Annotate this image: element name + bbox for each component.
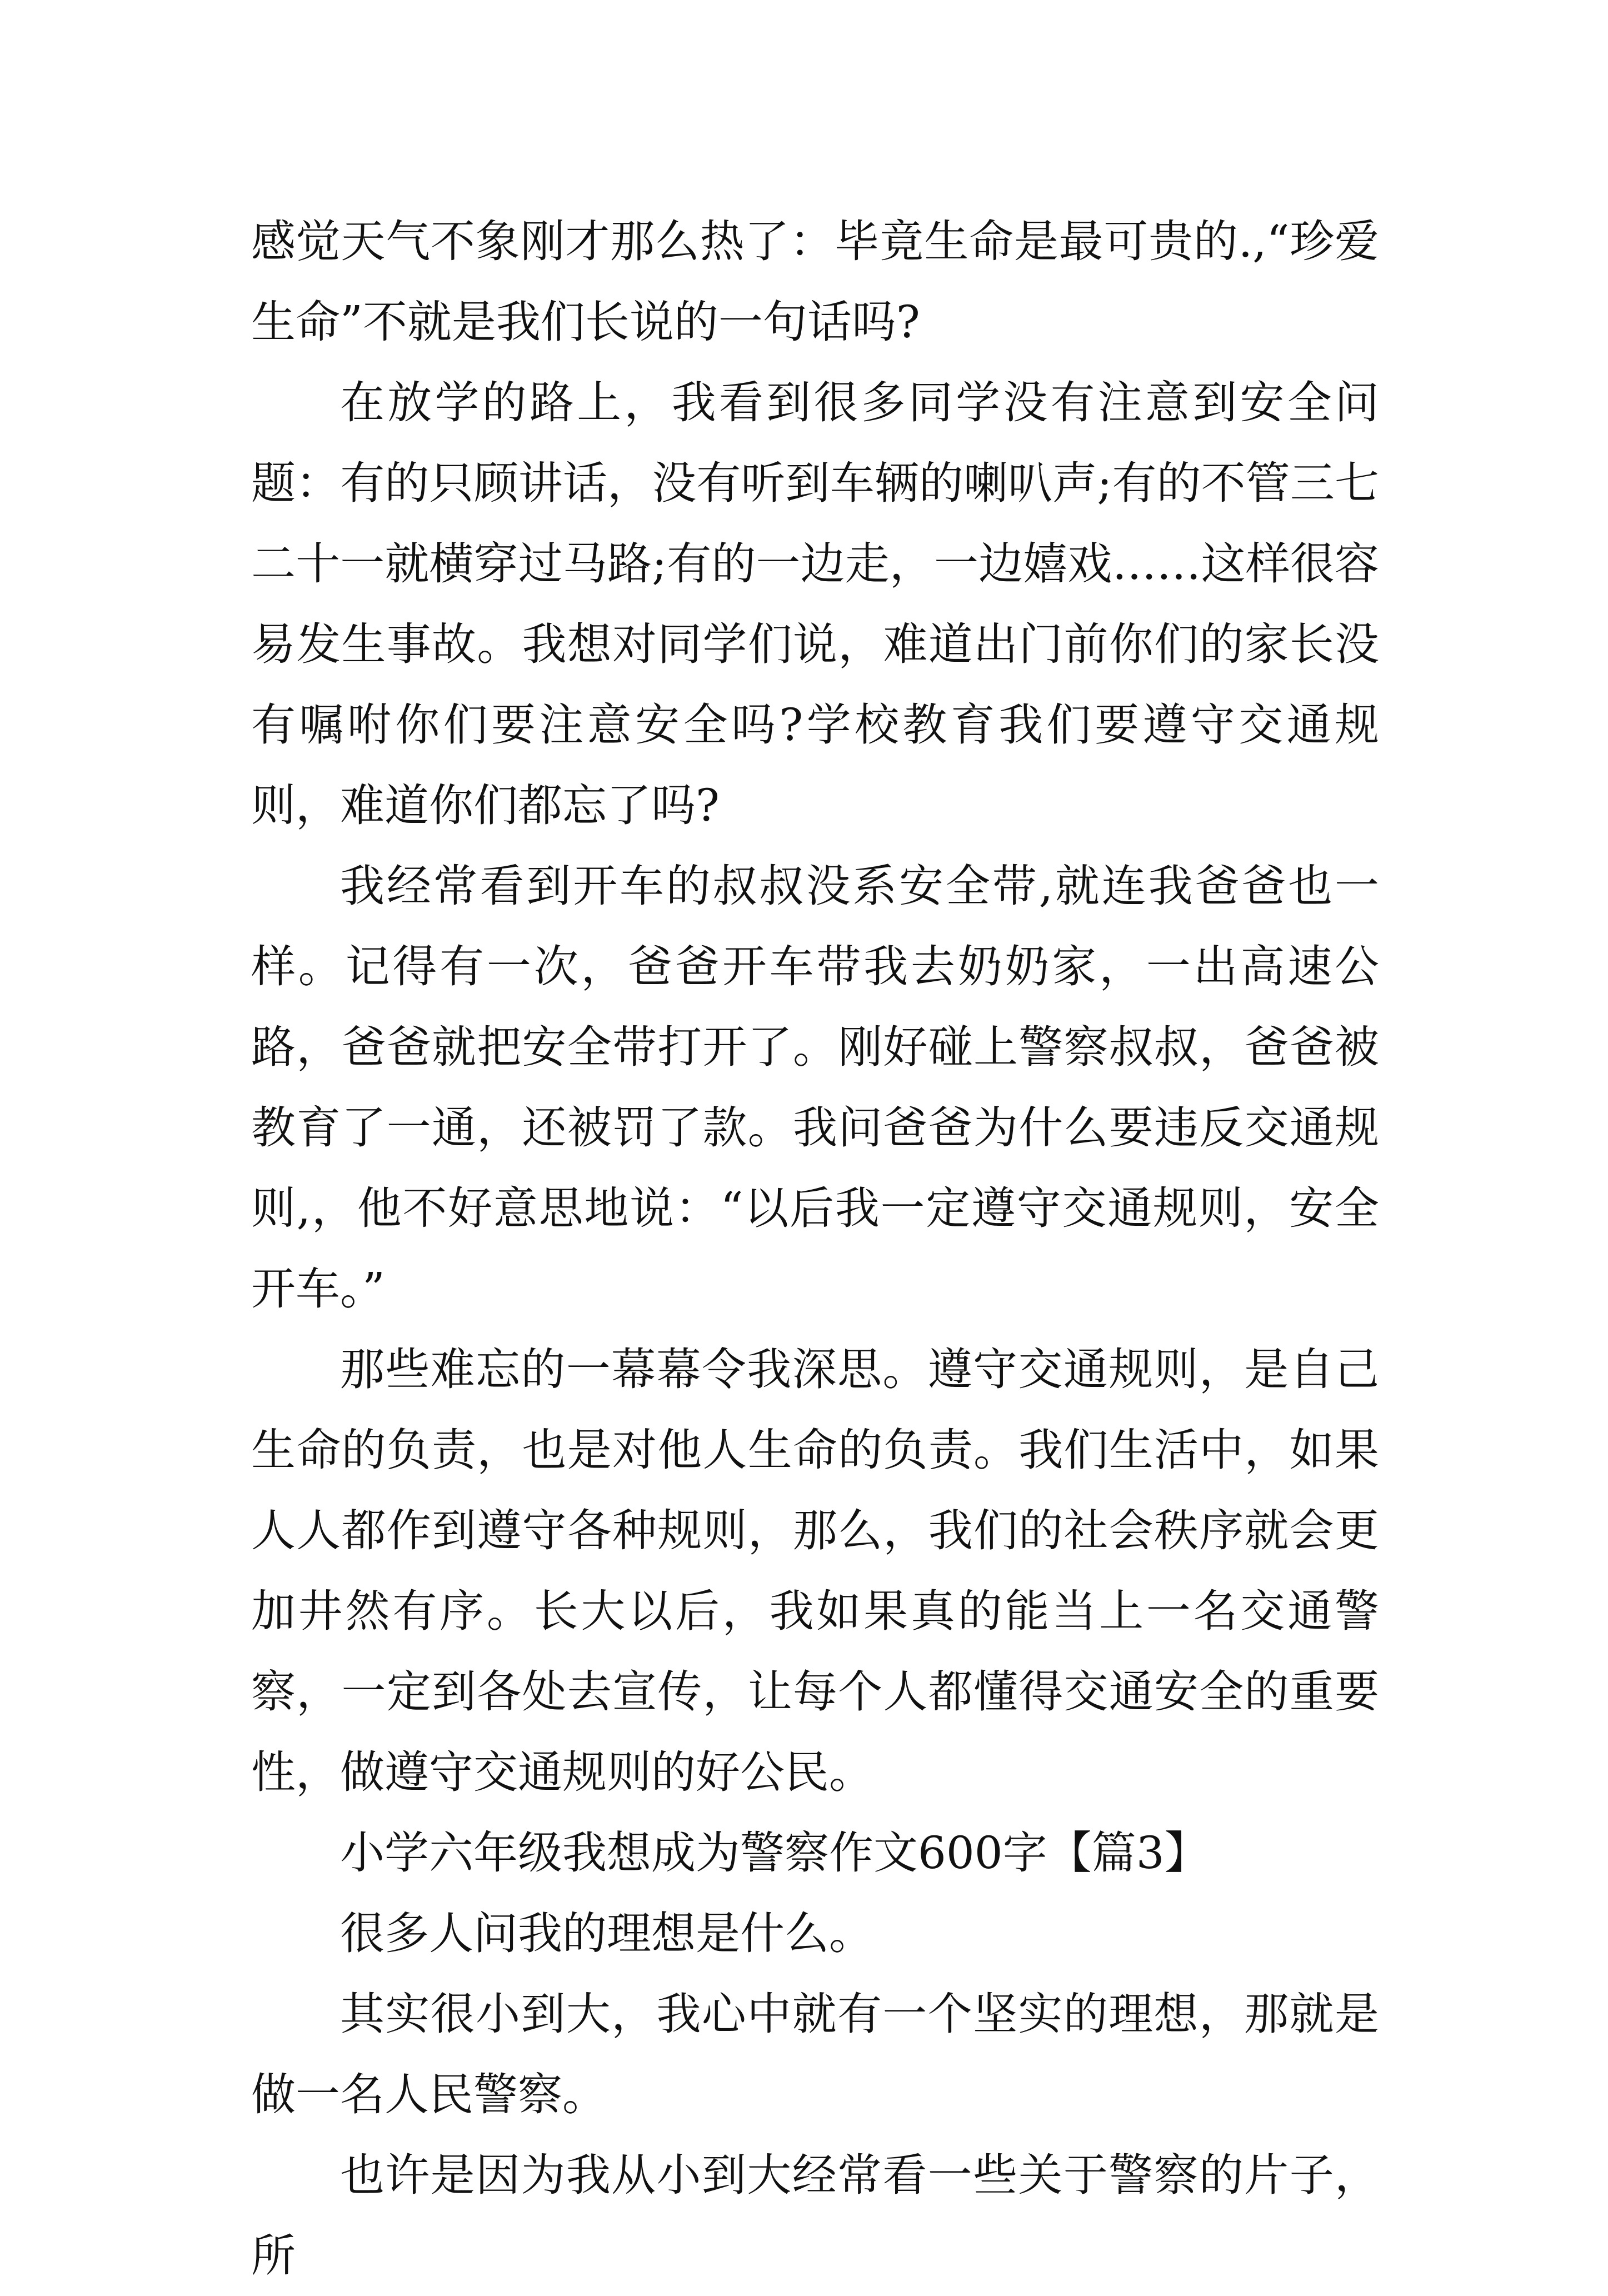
section-heading: 小学六年级我想成为警察作文600字【篇3】	[340, 1827, 1209, 1879]
paragraph-3: 我经常看到开车的叔叔没系安全带,就连我爸爸也一样。记得有一次，爸爸开车带我去奶奶家，一出高速公路，爸爸就把安全带打开了。刚好碰上警察叔叔，爸爸被教育了一通，还被罚了款。我问爸爸为什么要违反交通规则,，他不好意思地说：“以后我一定遵守交通规则，安全开车。”	[251, 860, 1379, 1315]
paragraph-2: 在放学的路上，我看到很多同学没有注意到安全问题：有的只顾讲话，没有听到车辆的喇叭声;有的不管三七二十一就横穿过马路;有的一边走，一边嬉戏……这样很容易发生事故。我想对同学们说，难道出门前你们的家长没有嘱咐你们要注意安全吗?学校教育我们要遵守交通规则，难道你们都忘了吗?	[251, 377, 1379, 831]
paragraph-7: 也许是因为我从小到大经常看一些关于警察的片子，所	[251, 2149, 1379, 2282]
paragraph-1: 感觉天气不象刚才那么热了：毕竟生命是最可贵的.,“珍爱生命”不就是我们长说的一句话吗?	[251, 216, 1379, 348]
paragraph-5: 很多人问我的理想是什么。	[340, 1908, 873, 1959]
paragraph-6: 其实很小到大，我心中就有一个坚实的理想，那就是做一名人民警察。	[251, 1988, 1379, 2120]
paragraph-4: 那些难忘的一幕幕令我深思。遵守交通规则，是自己生命的负责，也是对他人生命的负责。我们生活中，如果人人都作到遵守各种规则，那么，我们的社会秩序就会更加井然有序。长大以后，我如果真的能当上一名交通警察，一定到各处去宣传，让每个人都懂得交通安全的重要性，做遵守交通规则的好公民。	[251, 1344, 1379, 1798]
document-body	[251, 201, 1379, 2296]
